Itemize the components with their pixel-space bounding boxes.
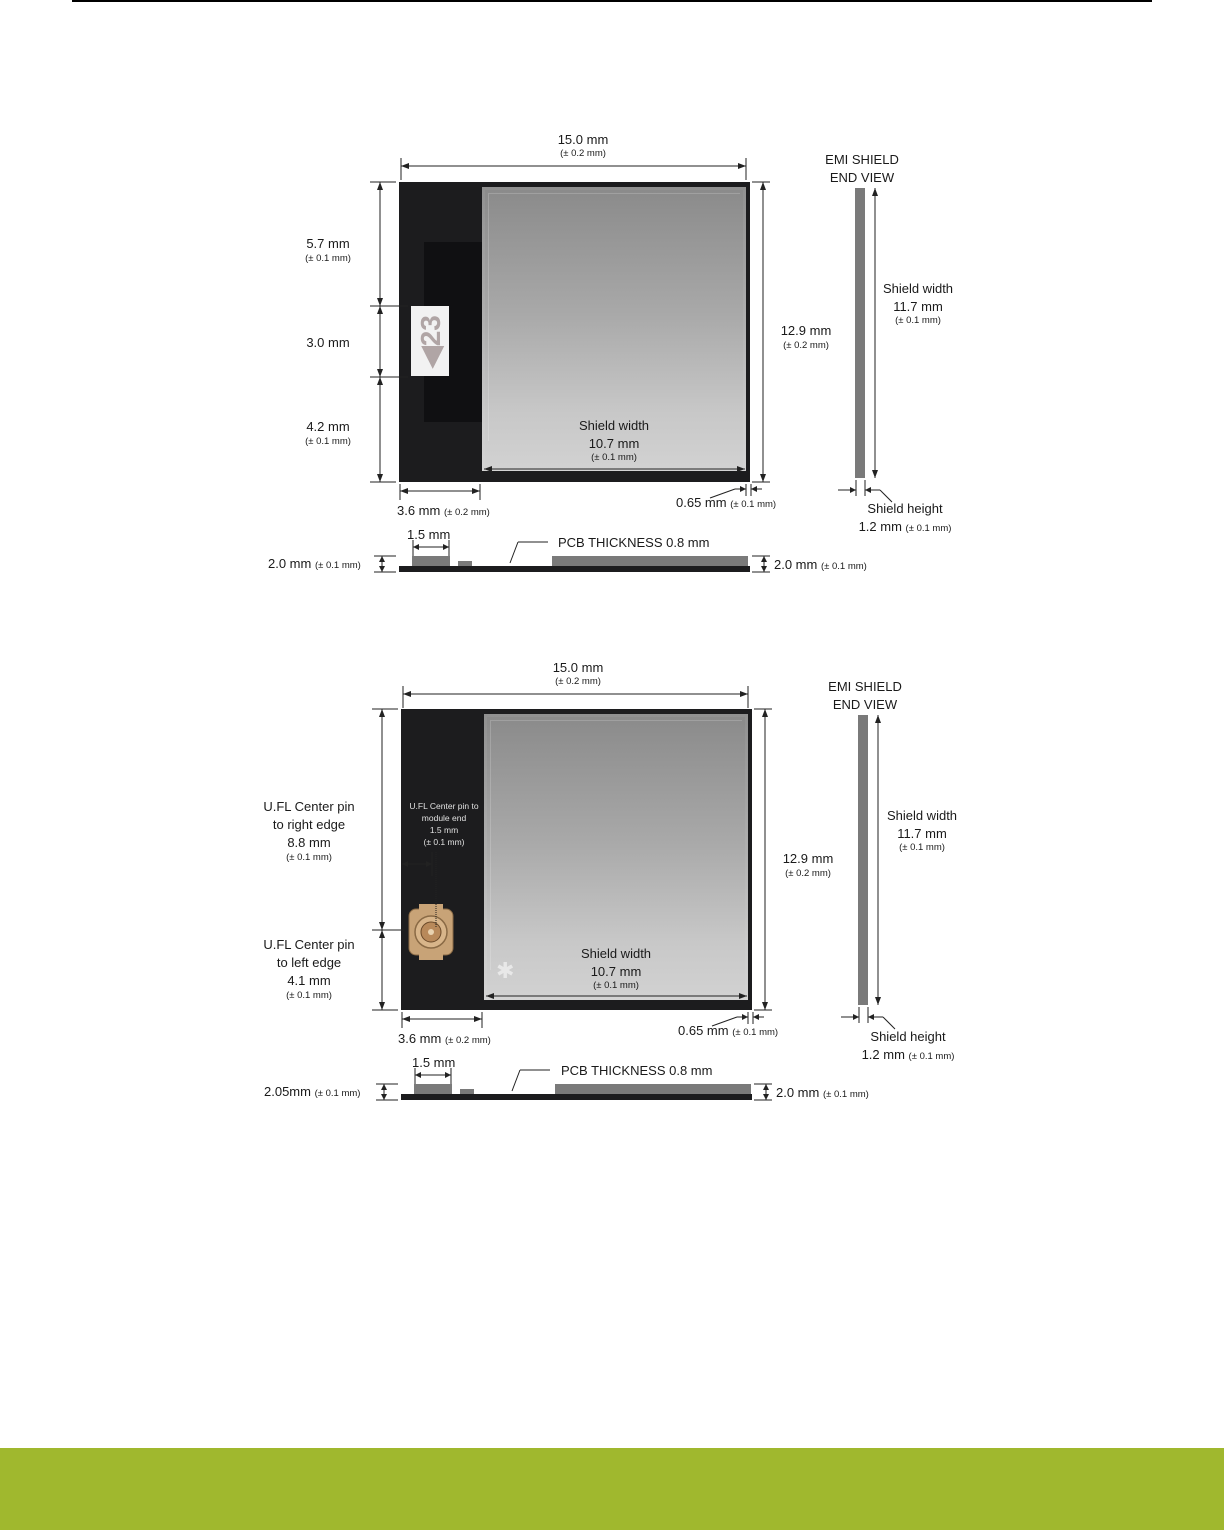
emi-title: EMI SHIELD END VIEW — [825, 152, 899, 185]
side-top-label: 1.5 mm — [407, 527, 451, 542]
ufl-module-end-label: U.FL Center pin to module end 1.5 mm (± 0.1 mm) — [409, 801, 479, 847]
bottom-left-dim-label: 3.6 mm (± 0.2 mm) — [398, 1031, 491, 1046]
width-label: 15.0 mm (± 0.2 mm) — [557, 132, 609, 159]
ufl-right-edge-label: U.FL Center pin to right edge 8.8 mm (± 0.1 mm) — [263, 799, 355, 863]
emi-title: EMI SHIELD END VIEW — [828, 679, 902, 712]
side-view-connector — [414, 1084, 452, 1094]
side-view-pcb — [401, 1094, 752, 1100]
pcb-thickness-label: PCB THICKNESS 0.8 mm — [561, 1063, 713, 1078]
header-rule — [72, 0, 1152, 2]
emi-height-label: Shield height 1.2 mm (± 0.1 mm) — [858, 501, 952, 534]
shield-width-label: Shield width 10.7 mm (± 0.1 mm) — [578, 418, 650, 463]
edge-gap-label: 0.65 mm (± 0.1 mm) — [676, 495, 777, 510]
emi-end-view — [855, 188, 865, 478]
side-left-label: 2.05mm (± 0.1 mm) — [264, 1084, 361, 1099]
antenna-chip-label — [411, 306, 449, 376]
bottom-left-dim-label: 3.6 mm (± 0.2 mm) — [397, 503, 490, 518]
side-view-pcb — [399, 566, 750, 572]
left-dim-2-label: 3.0 mm — [306, 335, 350, 350]
height-label: 12.9 mm (± 0.2 mm) — [782, 851, 834, 879]
asterisk-marker: ✱ — [496, 958, 515, 983]
emi-end-view — [858, 715, 868, 1005]
width-label: 15.0 mm (± 0.2 mm) — [552, 660, 604, 687]
side-view-component — [460, 1089, 474, 1094]
side-view-connector — [412, 556, 450, 566]
ufl-connector-icon — [406, 904, 456, 960]
ufl-left-edge-label: U.FL Center pin to left edge 4.1 mm (± 0.1 mm) — [263, 937, 355, 1001]
side-right-label: 2.0 mm (± 0.1 mm) — [774, 557, 867, 572]
side-left-label: 2.0 mm (± 0.1 mm) — [268, 556, 361, 571]
emi-height-label: Shield height 1.2 mm (± 0.1 mm) — [861, 1029, 955, 1062]
side-view-shield — [552, 556, 748, 566]
emi-width-label: Shield width 11.7 mm (± 0.1 mm) — [886, 808, 958, 853]
left-dim-1-label: 5.7 mm (± 0.1 mm) — [305, 236, 351, 264]
side-right-label: 2.0 mm (± 0.1 mm) — [776, 1085, 869, 1100]
emi-width-label: Shield width 11.7 mm (± 0.1 mm) — [882, 281, 954, 326]
side-view-shield — [555, 1084, 751, 1094]
shield-width-label: Shield width 10.7 mm (± 0.1 mm) — [580, 946, 652, 991]
edge-gap-label: 0.65 mm (± 0.1 mm) — [678, 1023, 779, 1038]
side-top-label: 1.5 mm — [412, 1055, 456, 1070]
height-label: 12.9 mm (± 0.2 mm) — [780, 323, 832, 351]
pcb-thickness-label: PCB THICKNESS 0.8 mm — [558, 535, 710, 550]
left-dim-3-label: 4.2 mm (± 0.1 mm) — [305, 419, 351, 447]
footer-bar — [0, 1448, 1224, 1530]
side-view-component — [458, 561, 472, 566]
chip-marking: ◀23 — [414, 314, 446, 368]
